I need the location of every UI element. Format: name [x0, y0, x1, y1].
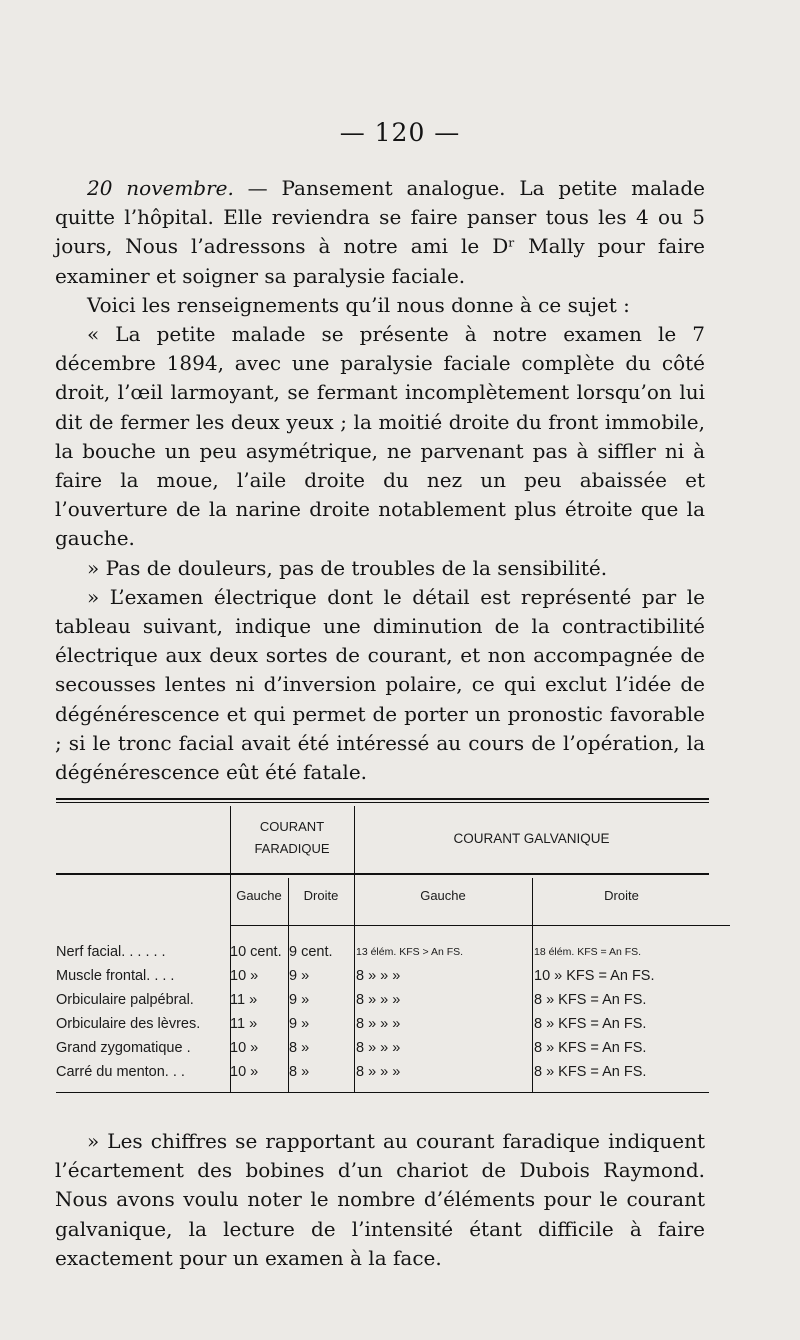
table-row — [56, 1036, 709, 1060]
galvanique-droite-value: 8 » KFS = An FS. — [534, 1016, 647, 1032]
paragraph-november-20 — [55, 174, 705, 291]
row-name: Grand zygomatique . — [56, 1040, 191, 1056]
faradique-droite-value: 9 » — [289, 1016, 310, 1032]
table-row — [56, 1060, 709, 1084]
subheader-faradique-gauche: Gauche — [236, 888, 282, 903]
row-name: Orbiculaire des lèvres. — [56, 1016, 201, 1032]
paragraph-information: Voici les renseignements qu’il nous donne à ce sujet : — [87, 292, 630, 317]
galvanique-gauche-value: 8 » » » — [356, 1016, 401, 1032]
table-row — [56, 940, 709, 964]
top-text-block — [55, 174, 705, 787]
faradique-droite-value: 9 cent. — [289, 944, 333, 960]
bottom-text-block — [55, 1127, 705, 1273]
galvanique-droite-value: 8 » KFS = An FS. — [534, 1064, 647, 1080]
faradique-droite-value: 8 » — [289, 1064, 310, 1080]
header-courant-galvanique: COURANT GALVANIQUE — [453, 831, 610, 846]
faradique-droite-value: 8 » — [289, 1040, 310, 1056]
table-header-rule — [56, 873, 709, 875]
faradique-gauche-value: 10 » — [230, 1040, 259, 1056]
table-row — [56, 1012, 709, 1036]
faradique-gauche-value: 10 » — [230, 968, 259, 984]
electrical-exam-table — [56, 798, 709, 1095]
paragraph-text: — Pansement analogue. La petite malade quitte l’hôpital. Elle reviendra se faire panser tous les 4 ou 5 jours, Nous l’adressons à notre ami le Dʳ Mally pour faire examiner et soigner sa paralysie faciale. — [55, 176, 705, 288]
galvanique-droite-value: 18 élém. KFS = An FS. — [534, 946, 642, 958]
paragraph-pain: » Pas de douleurs, pas de troubles de la sensibilité. — [87, 555, 608, 580]
row-name: Nerf facial. . . . . . — [56, 944, 166, 960]
row-name: Muscle frontal. . . . — [56, 968, 175, 984]
header-faradique-line2: FARADIQUE — [254, 841, 330, 856]
row-name: Orbiculaire palpébral. — [56, 992, 194, 1008]
date-label: 20 novembre. — [87, 176, 234, 200]
table-top-rule-thin — [56, 802, 709, 803]
row-name: Carré du menton. . . — [56, 1064, 185, 1080]
subheader-faradique-droite: Droite — [303, 888, 339, 903]
faradique-gauche-value: 10 cent. — [230, 944, 282, 960]
subheader-galvanique-gauche: Gauche — [420, 888, 466, 903]
faradique-droite-value: 9 » — [289, 968, 310, 984]
page-number: — 120 — — [339, 118, 461, 147]
faradique-gauche-value: 10 » — [230, 1064, 259, 1080]
galvanique-gauche-value: 8 » » » — [356, 992, 401, 1008]
paragraph-bobines: » Les chiffres se rapportant au courant faradique indiquent l’écartement des bobines d’un chariot de Dubois Raymond. Nous avons voulu noter le nombre d’éléments pour le courant galvanique, la lecture de l’intensité étant difficile à faire exactement pour un examen à la face. — [55, 1129, 705, 1270]
galvanique-gauche-value: 8 » » » — [356, 1064, 401, 1080]
table-subheader-rule — [230, 925, 730, 926]
table-row — [56, 988, 709, 1012]
table-row — [56, 964, 709, 988]
faradique-gauche-value: 11 » — [230, 1016, 258, 1032]
faradique-gauche-value: 11 » — [230, 992, 258, 1008]
galvanique-droite-value: 8 » KFS = An FS. — [534, 992, 647, 1008]
header-courant-faradique — [230, 816, 354, 860]
paragraph-electrical-exam: » L’examen électrique dont le détail est représenté par le tableau suivant, indique une diminution de la contractibilité électrique aux deux sortes de courant, et non accompagnée de secousses lentes ni d’inversion polaire, ce qui exclut l’idée de dégénérescence et qui permet de porter un pronostic favorable ; si le tronc facial avait été intéressé au cours de l’opération, la dégénérescence eût été fatale. — [55, 584, 705, 785]
table-top-rule — [56, 798, 709, 800]
galvanique-gauche-value: 8 » » » — [356, 1040, 401, 1056]
galvanique-gauche-value: 13 élém. KFS > An FS. — [356, 946, 464, 958]
table-bottom-rule — [56, 1092, 709, 1093]
faradique-droite-value: 9 » — [289, 992, 310, 1008]
subheader-galvanique-droite: Droite — [604, 888, 639, 903]
header-faradique-line1: COURANT — [259, 819, 325, 834]
galvanique-droite-value: 8 » KFS = An FS. — [534, 1040, 647, 1056]
galvanique-gauche-value: 8 » » » — [356, 968, 401, 984]
paragraph-exam-description: « La petite malade se présente à notre examen le 7 décembre 1894, avec une paralysie faciale complète du côté droit, l’œil larmoyant, se fermant incomplètement lorsqu’on lui dit de fermer les deux yeux ; la moitié droite du front immobile, la bouche un peu asymétrique, ne parvenant pas à siffler ni à faire la moue, l’aile droite du nez un peu abaissée et l’ouverture de la narine droite notablement plus étroite que la gauche. — [55, 322, 705, 551]
galvanique-droite-value: 10 » KFS = An FS. — [534, 968, 655, 984]
